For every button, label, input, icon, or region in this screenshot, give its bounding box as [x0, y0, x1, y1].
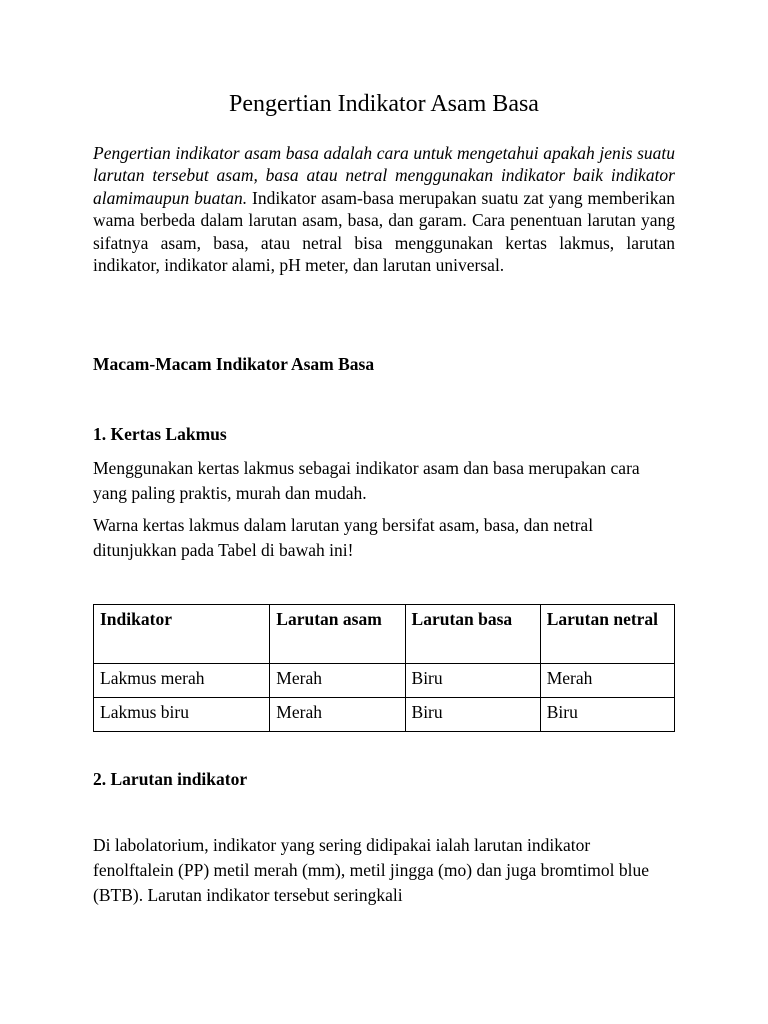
- intro-italic-text: Pengertian indikator asam basa adalah cara untuk mengetahui apakah jenis suatu larutan tersebut asam, basa atau netral menggunakan indikator baik indikator alamimaupun buatan.: [93, 143, 675, 208]
- subsection-heading-larutan-indikator: 2. Larutan indikator: [93, 769, 248, 789]
- page-title: Pengertian Indikator Asam Basa: [229, 91, 539, 117]
- lakmus-color-table: [93, 604, 675, 732]
- table-cell: Biru: [540, 698, 674, 732]
- section-heading: Macam-Macam Indikator Asam Basa: [93, 354, 375, 374]
- table-row: [94, 698, 675, 732]
- table-cell: Lakmus merah: [94, 664, 270, 698]
- table-cell: Merah: [540, 664, 674, 698]
- subsection-heading-kertas-lakmus: 1. Kertas Lakmus: [93, 424, 227, 444]
- intro-normal-text: Indikator asam-basa merupakan suatu zat yang memberikan wama berbeda dalam larutan asam, basa, dan garam. Cara penentuan larutan yang sifatnya asam, basa, atau netral bisa menggunakan kertas lakmus, larutan indikator, indikator alami, pH meter, dan larutan universal.: [93, 187, 675, 276]
- table-cell: Biru: [405, 664, 540, 698]
- table-cell: Merah: [270, 664, 405, 698]
- larutan-indikator-paragraph: Di labolatorium, indikator yang sering didipakai ialah larutan indikator fenolftalein (PP) metil merah (mm), metil jingga (mo) dan juga bromtimol blue (BTB). Larutan indikator tersebut seringkali: [93, 835, 649, 905]
- kertas-lakmus-paragraph-1: Menggunakan kertas lakmus sebagai indikator asam dan basa merupakan cara yang paling praktis, murah dan mudah.: [93, 458, 640, 503]
- table-header-row: [94, 605, 675, 664]
- table-cell: Merah: [270, 698, 405, 732]
- table-cell: Lakmus biru: [94, 698, 270, 732]
- intro-paragraph: [93, 142, 675, 276]
- kertas-lakmus-paragraph-2: Warna kertas lakmus dalam larutan yang bersifat asam, basa, dan netral ditunjukkan pada Tabel di bawah ini!: [93, 515, 594, 560]
- table-header-cell: Larutan netral: [540, 605, 674, 664]
- table-header-cell: Larutan asam: [270, 605, 405, 664]
- table-header-cell: Larutan basa: [405, 605, 540, 664]
- table-header-cell: Indikator: [94, 605, 270, 664]
- table-cell: Biru: [405, 698, 540, 732]
- table-row: [94, 664, 675, 698]
